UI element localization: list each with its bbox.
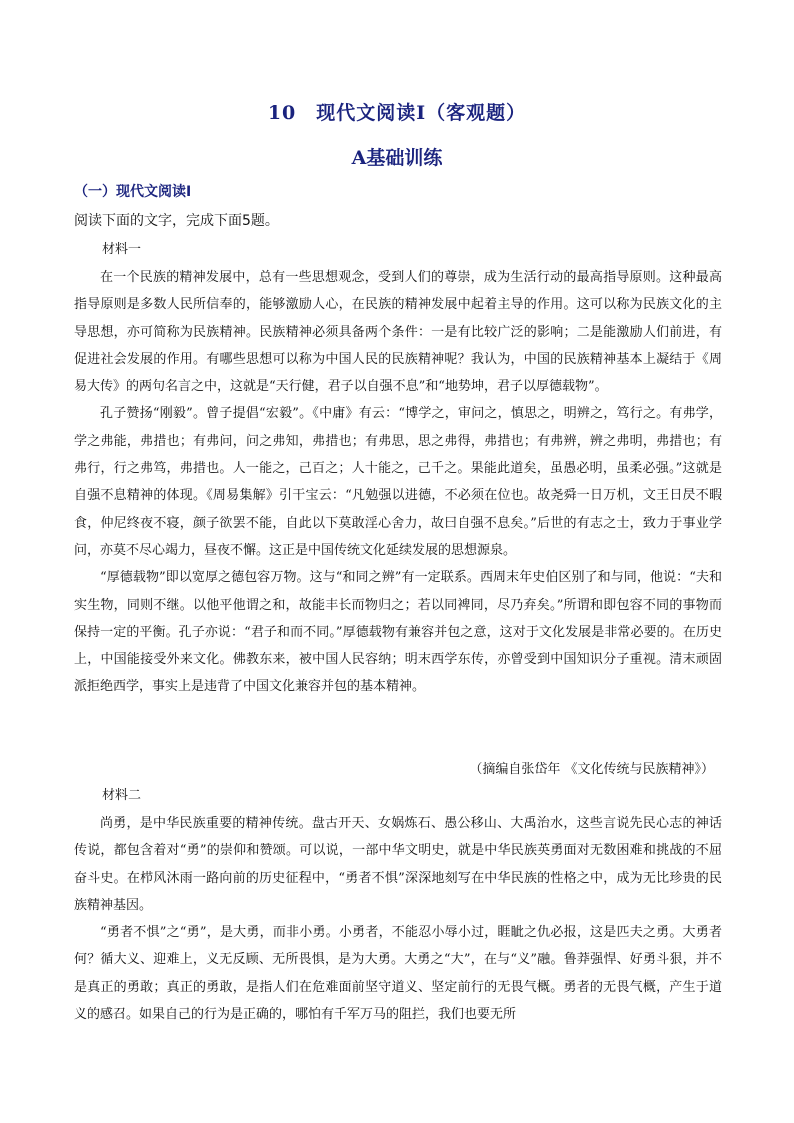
page-title: 10 现代文阅读Ⅰ（客观题） <box>267 102 527 124</box>
paragraph: 尚勇，是中华民族重要的精神传统。盘古开天、女娲炼石、愚公移山、大禹治水，这些言说先民心志的神话传说，都包含着对“勇”的崇仰和赞颂。可以说，一部中华文明史，就是中华民族英勇面对无数困难和挑战的不屈奋斗史。在栉风沐雨一路向前的历史征程中，“勇者不惧”深深地刻写在中华民族的性格之中，成为无比珍贵的民族精神基因。 <box>74 816 722 913</box>
paragraph: 在一个民族的精神发展中，总有一些思想观念，受到人们的尊崇，成为生活行动的最高指导原则。这种最高指导原则是多数人民所信奉的，能够激励人心，在民族的精神发展中起着主导的作用。这可以称为民族文化的主导思想，亦可简称为民族精神。民族精神必须具备两个条件：一是有比较广泛的影响；二是能激励人们前进，有促进社会发展的作用。有哪些思想可以称为中国人民的民族精神呢？我认为，中国的民族精神基本上凝结于《周易大传》的两句名言之中，这就是“天行健，君子以自强不息”和“地势坤，君子以厚德载物”。 <box>74 270 722 395</box>
material-two-label: 材料二 <box>102 788 142 803</box>
page-subtitle: A基础训练 <box>351 147 443 169</box>
material-one-label: 材料一 <box>102 242 142 257</box>
source-citation: （摘编自张岱年 《文化传统与民族精神》） <box>469 762 714 777</box>
material-one-body <box>74 264 722 701</box>
material-two-body <box>74 810 722 1028</box>
paragraph: 孔子赞扬“刚毅”。曾子提倡“宏毅”。《中庸》有云：“博学之，审问之，慎思之，明辨之，笃行之。有弗学，学之弗能，弗措也；有弗问，问之弗知，弗措也；有弗思，思之弗得，弗措也；有弗辨，辨之弗明，弗措也；有弗行，行之弗笃，弗措也。人一能之，己百之；人十能之，己千之。果能此道矣，虽愚必明，虽柔必强。”这就是自强不息精神的体现。《周易集解》引干宝云：“凡勉强以进德，不必须在位也。故尧舜一日万机，文王日昃不暇食，仲尼终夜不寝，颜子欲罢不能，自此以下莫敢淫心舍力，故曰自强不息矣。”后世的有志之士，致力于事业学问，亦莫不尽心竭力，昼夜不懈。这正是中国传统文化延续发展的思想源泉。 <box>74 406 722 558</box>
instruction-text: 阅读下面的文字，完成下面5题。 <box>74 213 279 229</box>
paragraph: “勇者不惧”之“勇”，是大勇，而非小勇。小勇者，不能忍小辱小过，睚眦之仇必报，这是匹夫之勇。大勇者何？循大义、迎难上，义无反顾、无所畏惧，是为大勇。大勇之“大”，在与“义”融。鲁莽强悍、好勇斗狠，并不是真正的勇敢；真正的勇敢，是指人们在危难面前坚守道义、坚定前行的无畏气概。勇者的无畏气概，产生于道义的感召。如果自己的行为是正确的，哪怕有千军万马的阻拦，我们也要无所 <box>74 925 722 1023</box>
section-heading: （一）现代文阅读Ⅰ <box>74 184 192 200</box>
paragraph: “厚德载物”即以宽厚之德包容万物。这与“和同之辨”有一定联系。西周末年史伯区别了和与同，他说：“夫和实生物，同则不继。以他平他谓之和，故能丰长而物归之；若以同裨同，尽乃弃矣。”所谓和即包容不同的事物而保持一定的平衡。孔子亦说：“君子和而不同。”厚德载物有兼容并包之意，这对于文化发展是非常必要的。在历史上，中国能接受外来文化。佛教东来，被中国人民容纳；明末西学东传，亦曾受到中国知识分子重视。清末顽固派拒绝西学，事实上是违背了中国文化兼容并包的基本精神。 <box>74 570 722 695</box>
